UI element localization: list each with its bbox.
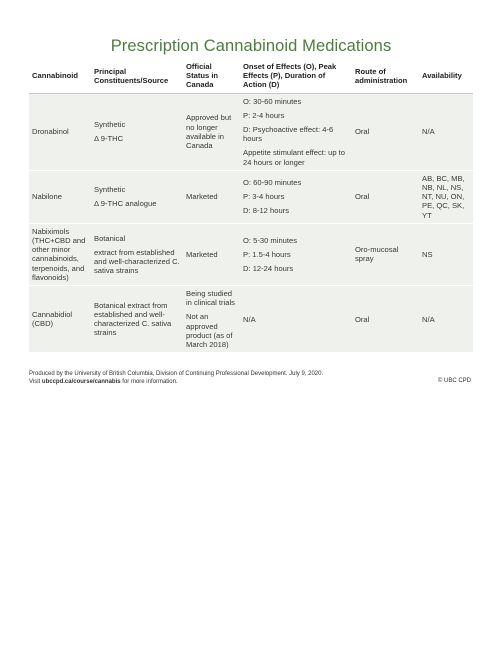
header-effects: Onset of Effects (O), Peak Effects (P), Duration of Action (D): [240, 60, 352, 93]
cell-availability: [419, 286, 473, 353]
cell-text: Δ 9-THC analogue: [94, 199, 157, 209]
copyright: © UBC CPD: [437, 378, 471, 384]
cell-text: Nabilone: [32, 192, 62, 202]
cell-effects: [240, 170, 352, 223]
footer-line-2: [29, 378, 323, 386]
footer-link[interactable]: ubccpd.ca/course/cannabis: [41, 379, 121, 385]
cell-availability: [419, 93, 473, 170]
cell-route: [352, 286, 419, 353]
header-cannabinoid: Cannabinoid: [29, 60, 91, 93]
cell-text: P: 3-4 hours: [243, 192, 285, 202]
cell-availability: [419, 170, 473, 223]
cell-effects: [240, 286, 352, 353]
cell-text: Oral: [355, 192, 370, 202]
table-row: [29, 93, 473, 170]
footer-more-info-text: for more information.: [120, 379, 178, 385]
cell-text: D: 8-12 hours: [243, 206, 290, 216]
cell-cannabinoid: [29, 170, 91, 223]
cell-text: AB, BC, MB, NB, NL, NS, NT, NU, ON, PE, QC, SK, YT: [422, 173, 465, 220]
cell-effects: [240, 223, 352, 285]
cell-text: Marketed: [186, 249, 218, 259]
cell-text: O: 30-60 minutes: [243, 96, 302, 106]
table-row: [29, 286, 473, 353]
cell-text: Dronabinol: [32, 127, 69, 137]
cell-text: Approved but no longer available in Canada: [186, 113, 232, 150]
cell-text: Synthetic: [94, 185, 126, 195]
table-header-row: [29, 60, 473, 93]
cell-text: N/A: [422, 314, 435, 324]
cell-text: Oral: [355, 127, 370, 137]
cell-text: Δ 9-THC: [94, 134, 124, 144]
cell-text: O: 5-30 minutes: [243, 235, 298, 245]
cell-effects: [240, 93, 352, 170]
table-row: [29, 170, 473, 223]
cell-text: N/A: [243, 314, 256, 324]
cell-status: [183, 286, 240, 353]
cell-text: Nabiximols (THC+CBD and other minor cannabinoids, terpenoids, and flavonoids): [32, 226, 86, 282]
cell-text: extract from established and well-characterized C. sativa strains: [94, 247, 180, 276]
cell-text: Synthetic: [94, 120, 126, 130]
cell-availability: [419, 223, 473, 285]
cell-constituents: [91, 93, 183, 170]
medications-table: [29, 60, 473, 352]
cell-text: Marketed: [186, 192, 218, 202]
cell-constituents: [91, 223, 183, 285]
footer-credit: [29, 370, 323, 386]
cell-text: Being studied in clinical trials: [186, 289, 235, 308]
cell-status: [183, 93, 240, 170]
cell-text: Not an approved product (as of March 2018): [186, 312, 233, 350]
table-body: [29, 93, 473, 352]
cell-status: [183, 170, 240, 223]
cell-text: Botanical extract from established and well-characterized C. sativa strains: [94, 300, 172, 338]
cell-text: P: 1.5-4 hours: [243, 249, 291, 259]
cell-text: P: 2-4 hours: [243, 110, 285, 120]
cell-text: O: 60-90 minutes: [243, 178, 302, 188]
cell-text: Appetite stimulant effect: up to 24 hours or longer: [243, 148, 346, 167]
cell-text: Oro-mucosal spray: [355, 245, 399, 264]
cell-text: N/A: [422, 127, 435, 137]
cell-text: Oral: [355, 314, 370, 324]
cell-route: [352, 223, 419, 285]
footer-visit-text: Visit: [29, 379, 42, 385]
cell-cannabinoid: [29, 286, 91, 353]
table-row: [29, 223, 473, 285]
cell-cannabinoid: [29, 223, 91, 285]
cell-route: [352, 93, 419, 170]
cell-text: NS: [422, 249, 433, 259]
cell-constituents: [91, 286, 183, 353]
header-route: Route of administration: [352, 60, 419, 93]
header-status: Official Status in Canada: [183, 60, 240, 93]
cell-status: [183, 223, 240, 285]
cell-cannabinoid: [29, 93, 91, 170]
page-title: Prescription Cannabinoid Medications: [110, 37, 392, 56]
cell-text: D: Psychoactive effect: 4-6 hours: [243, 125, 334, 144]
footer-line-1: Produced by the University of British Columbia, Division of Continuing Professional Development. July 9, 2020.: [29, 371, 324, 377]
cell-text: Botanical: [94, 233, 126, 243]
cell-constituents: [91, 170, 183, 223]
cell-text: D: 12-24 hours: [243, 264, 294, 274]
header-constituents: Principal Constituents/Source: [91, 60, 183, 93]
cell-route: [352, 170, 419, 223]
header-availability: Availability: [419, 60, 473, 93]
cell-text: Cannabidiol (CBD): [32, 309, 73, 329]
